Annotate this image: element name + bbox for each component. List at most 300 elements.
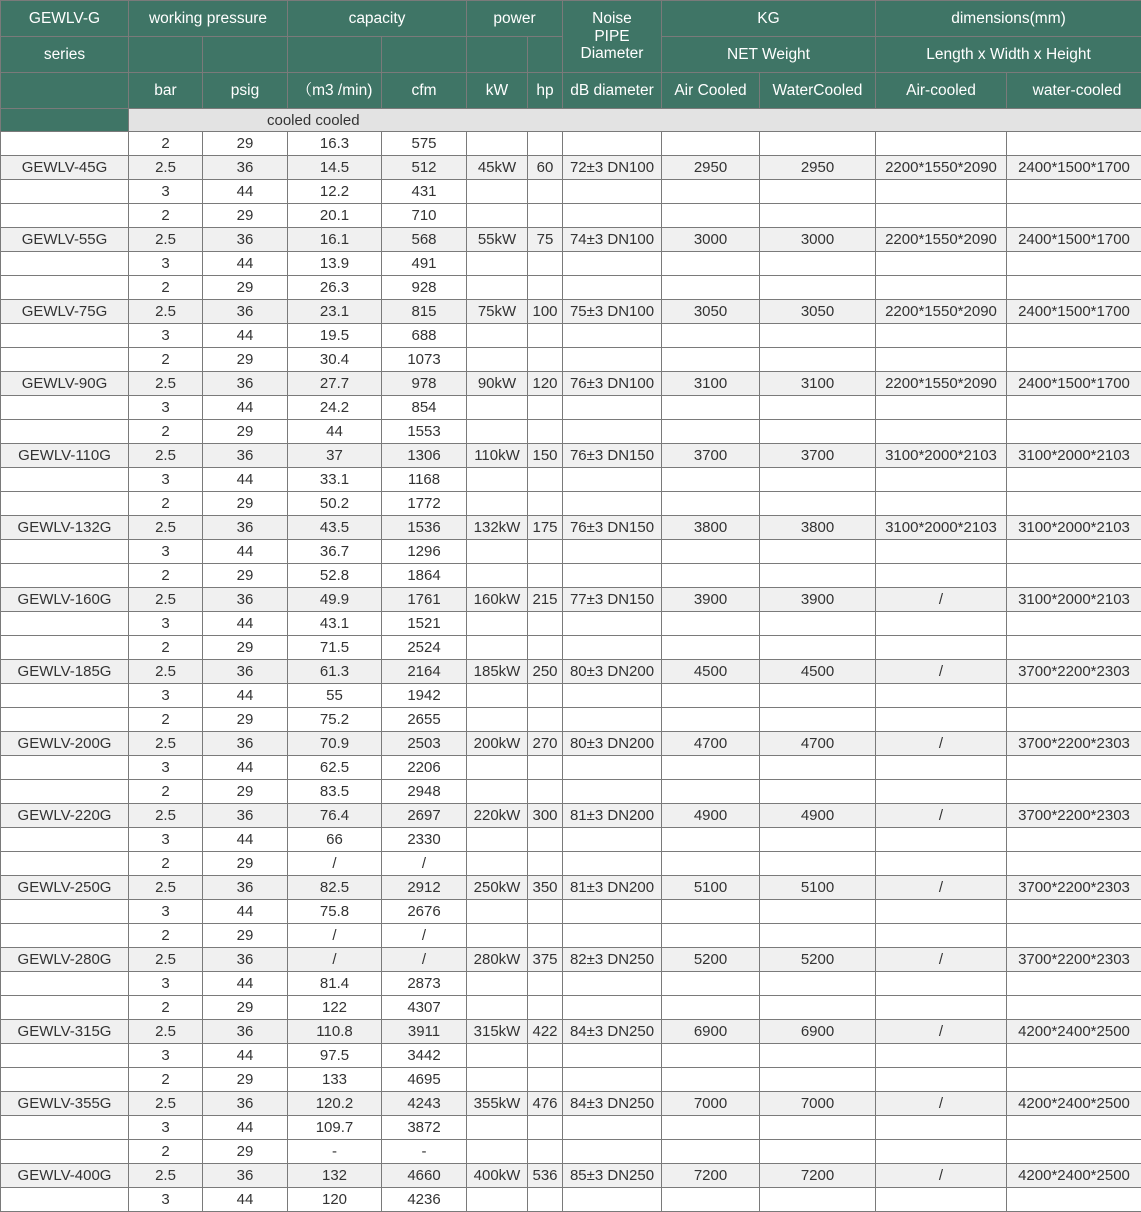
weight-water-cooled bbox=[760, 636, 876, 660]
capacity-cfm: 2873 bbox=[382, 972, 467, 996]
dimensions-water-cooled: 3100*2000*2103 bbox=[1007, 588, 1141, 612]
dimensions-water-cooled bbox=[1007, 1044, 1141, 1068]
weight-water-cooled: 6900 bbox=[760, 1020, 876, 1044]
power-hp: 536 bbox=[528, 1164, 563, 1188]
capacity-cfm: 512 bbox=[382, 156, 467, 180]
power-kw bbox=[467, 492, 528, 516]
pressure-bar: 2.5 bbox=[129, 876, 203, 900]
power-kw: 250kW bbox=[467, 876, 528, 900]
weight-water-cooled bbox=[760, 1044, 876, 1068]
dimensions-water-cooled: 3700*2200*2303 bbox=[1007, 804, 1141, 828]
capacity-cfm: 431 bbox=[382, 180, 467, 204]
unit-cfm: cfm bbox=[382, 73, 467, 109]
weight-air-cooled bbox=[662, 636, 760, 660]
noise-pipe-diameter: 76±3 DN150 bbox=[563, 444, 662, 468]
unit-db-diameter: dB diameter bbox=[563, 73, 662, 109]
noise-pipe-diameter bbox=[563, 828, 662, 852]
dimensions-air-cooled bbox=[876, 132, 1007, 156]
noise-pipe-diameter bbox=[563, 756, 662, 780]
weight-air-cooled: 4900 bbox=[662, 804, 760, 828]
power-kw bbox=[467, 612, 528, 636]
pressure-psig: 36 bbox=[203, 444, 288, 468]
weight-air-cooled bbox=[662, 180, 760, 204]
noise-pipe-diameter: 74±3 DN100 bbox=[563, 228, 662, 252]
table-row bbox=[1, 1092, 1141, 1116]
header-power: power bbox=[467, 1, 563, 37]
dimensions-water-cooled bbox=[1007, 756, 1141, 780]
power-kw bbox=[467, 900, 528, 924]
pressure-bar: 2 bbox=[129, 708, 203, 732]
capacity-m3min: / bbox=[288, 948, 382, 972]
table-row bbox=[1, 924, 1141, 948]
capacity-cfm: 1761 bbox=[382, 588, 467, 612]
capacity-cfm: 815 bbox=[382, 300, 467, 324]
pressure-psig: 29 bbox=[203, 1140, 288, 1164]
dimensions-water-cooled bbox=[1007, 828, 1141, 852]
table-row bbox=[1, 732, 1141, 756]
pressure-bar: 3 bbox=[129, 900, 203, 924]
capacity-m3min: 132 bbox=[288, 1164, 382, 1188]
model-name: GEWLV-90G bbox=[1, 372, 129, 396]
dimensions-air-cooled: / bbox=[876, 1164, 1007, 1188]
table-row bbox=[1, 252, 1141, 276]
capacity-m3min: 44 bbox=[288, 420, 382, 444]
capacity-cfm: 2524 bbox=[382, 636, 467, 660]
dimensions-air-cooled: 2200*1550*2090 bbox=[876, 372, 1007, 396]
model-name bbox=[1, 1116, 129, 1140]
table-row bbox=[1, 1188, 1141, 1212]
model-name: GEWLV-45G bbox=[1, 156, 129, 180]
capacity-cfm: 3911 bbox=[382, 1020, 467, 1044]
pressure-bar: 2.5 bbox=[129, 660, 203, 684]
dimensions-water-cooled bbox=[1007, 252, 1141, 276]
noise-pipe-diameter bbox=[563, 1116, 662, 1140]
capacity-m3min: 83.5 bbox=[288, 780, 382, 804]
capacity-m3min: 71.5 bbox=[288, 636, 382, 660]
power-hp bbox=[528, 540, 563, 564]
table-row bbox=[1, 492, 1141, 516]
noise-pipe-diameter bbox=[563, 324, 662, 348]
capacity-m3min: 14.5 bbox=[288, 156, 382, 180]
weight-air-cooled: 6900 bbox=[662, 1020, 760, 1044]
weight-water-cooled bbox=[760, 204, 876, 228]
dimensions-air-cooled bbox=[876, 252, 1007, 276]
capacity-m3min: 82.5 bbox=[288, 876, 382, 900]
power-hp bbox=[528, 828, 563, 852]
pressure-bar: 2.5 bbox=[129, 1164, 203, 1188]
capacity-cfm: 710 bbox=[382, 204, 467, 228]
capacity-m3min: 110.8 bbox=[288, 1020, 382, 1044]
dimensions-air-cooled: / bbox=[876, 876, 1007, 900]
weight-air-cooled: 2950 bbox=[662, 156, 760, 180]
weight-water-cooled bbox=[760, 348, 876, 372]
weight-air-cooled bbox=[662, 1068, 760, 1092]
weight-water-cooled bbox=[760, 420, 876, 444]
power-kw: 55kW bbox=[467, 228, 528, 252]
pressure-psig: 44 bbox=[203, 1044, 288, 1068]
model-name bbox=[1, 636, 129, 660]
capacity-cfm: 2948 bbox=[382, 780, 467, 804]
capacity-cfm: 2655 bbox=[382, 708, 467, 732]
weight-air-cooled: 5200 bbox=[662, 948, 760, 972]
weight-air-cooled bbox=[662, 1188, 760, 1212]
pressure-psig: 36 bbox=[203, 732, 288, 756]
pressure-bar: 2 bbox=[129, 276, 203, 300]
dimensions-air-cooled: / bbox=[876, 1020, 1007, 1044]
capacity-m3min: 24.2 bbox=[288, 396, 382, 420]
pressure-psig: 36 bbox=[203, 948, 288, 972]
capacity-cfm: 2912 bbox=[382, 876, 467, 900]
dimensions-air-cooled: 2200*1550*2090 bbox=[876, 300, 1007, 324]
pressure-bar: 2 bbox=[129, 348, 203, 372]
table-row bbox=[1, 660, 1141, 684]
power-hp bbox=[528, 180, 563, 204]
pressure-psig: 29 bbox=[203, 276, 288, 300]
weight-air-cooled bbox=[662, 996, 760, 1020]
weight-water-cooled: 7000 bbox=[760, 1092, 876, 1116]
weight-air-cooled bbox=[662, 612, 760, 636]
dimensions-air-cooled: 3100*2000*2103 bbox=[876, 444, 1007, 468]
model-name bbox=[1, 348, 129, 372]
noise-pipe-diameter bbox=[563, 1044, 662, 1068]
weight-air-cooled bbox=[662, 204, 760, 228]
weight-air-cooled bbox=[662, 132, 760, 156]
capacity-cfm: 575 bbox=[382, 132, 467, 156]
weight-water-cooled bbox=[760, 252, 876, 276]
dimensions-air-cooled bbox=[876, 708, 1007, 732]
noise-pipe-diameter: 80±3 DN200 bbox=[563, 732, 662, 756]
model-name bbox=[1, 252, 129, 276]
capacity-m3min: 27.7 bbox=[288, 372, 382, 396]
model-name: GEWLV-75G bbox=[1, 300, 129, 324]
power-kw bbox=[467, 180, 528, 204]
header-kg: KG bbox=[662, 1, 876, 37]
table-row bbox=[1, 132, 1141, 156]
capacity-cfm: 3442 bbox=[382, 1044, 467, 1068]
dimensions-water-cooled bbox=[1007, 708, 1141, 732]
dimensions-air-cooled: 3100*2000*2103 bbox=[876, 516, 1007, 540]
weight-air-cooled bbox=[662, 828, 760, 852]
weight-water-cooled: 3900 bbox=[760, 588, 876, 612]
power-kw: 75kW bbox=[467, 300, 528, 324]
pressure-psig: 29 bbox=[203, 420, 288, 444]
dimensions-water-cooled bbox=[1007, 972, 1141, 996]
dimensions-water-cooled: 3100*2000*2103 bbox=[1007, 516, 1141, 540]
model-name: GEWLV-250G bbox=[1, 876, 129, 900]
unit-psig: psig bbox=[203, 73, 288, 109]
dimensions-air-cooled: / bbox=[876, 804, 1007, 828]
pressure-psig: 29 bbox=[203, 996, 288, 1020]
model-name bbox=[1, 756, 129, 780]
dimensions-air-cooled bbox=[876, 348, 1007, 372]
dimensions-water-cooled bbox=[1007, 996, 1141, 1020]
capacity-m3min: 16.1 bbox=[288, 228, 382, 252]
power-hp bbox=[528, 684, 563, 708]
noise-pipe-diameter bbox=[563, 972, 662, 996]
dimensions-air-cooled: 2200*1550*2090 bbox=[876, 156, 1007, 180]
power-kw bbox=[467, 708, 528, 732]
weight-water-cooled bbox=[760, 492, 876, 516]
capacity-cfm: 2330 bbox=[382, 828, 467, 852]
dimensions-air-cooled bbox=[876, 1116, 1007, 1140]
table-row bbox=[1, 588, 1141, 612]
pressure-bar: 2.5 bbox=[129, 228, 203, 252]
capacity-m3min: 36.7 bbox=[288, 540, 382, 564]
weight-air-cooled bbox=[662, 396, 760, 420]
dimensions-water-cooled bbox=[1007, 1140, 1141, 1164]
power-kw bbox=[467, 756, 528, 780]
pressure-psig: 36 bbox=[203, 228, 288, 252]
dimensions-water-cooled: 3700*2200*2303 bbox=[1007, 948, 1141, 972]
noise-pipe-diameter bbox=[563, 180, 662, 204]
weight-air-cooled bbox=[662, 1044, 760, 1068]
capacity-m3min: 16.3 bbox=[288, 132, 382, 156]
dimensions-water-cooled bbox=[1007, 132, 1141, 156]
noise-pipe-diameter bbox=[563, 924, 662, 948]
header-lwh: Length x Width x Height bbox=[876, 37, 1141, 73]
power-hp: 215 bbox=[528, 588, 563, 612]
model-name bbox=[1, 420, 129, 444]
power-hp bbox=[528, 1116, 563, 1140]
model-name bbox=[1, 492, 129, 516]
model-name: GEWLV-55G bbox=[1, 228, 129, 252]
dimensions-air-cooled bbox=[876, 396, 1007, 420]
power-hp bbox=[528, 276, 563, 300]
table-row bbox=[1, 420, 1141, 444]
dimensions-air-cooled: / bbox=[876, 732, 1007, 756]
unit-water-cooled-dim: water-cooled bbox=[1007, 73, 1141, 109]
series-code: GEWLV-G bbox=[1, 1, 129, 37]
capacity-m3min: 120 bbox=[288, 1188, 382, 1212]
capacity-cfm: 2503 bbox=[382, 732, 467, 756]
weight-air-cooled bbox=[662, 348, 760, 372]
weight-air-cooled bbox=[662, 756, 760, 780]
table-row bbox=[1, 804, 1141, 828]
dimensions-air-cooled bbox=[876, 420, 1007, 444]
weight-air-cooled: 3100 bbox=[662, 372, 760, 396]
power-hp: 300 bbox=[528, 804, 563, 828]
table-row bbox=[1, 348, 1141, 372]
header-empty-cell bbox=[467, 37, 528, 73]
capacity-cfm: 568 bbox=[382, 228, 467, 252]
noise-pipe-diameter bbox=[563, 204, 662, 228]
dimensions-air-cooled bbox=[876, 684, 1007, 708]
pressure-psig: 44 bbox=[203, 1188, 288, 1212]
model-name bbox=[1, 1068, 129, 1092]
noise-pipe-diameter bbox=[563, 564, 662, 588]
power-hp: 422 bbox=[528, 1020, 563, 1044]
dimensions-air-cooled bbox=[876, 1068, 1007, 1092]
pressure-bar: 2 bbox=[129, 924, 203, 948]
power-hp bbox=[528, 972, 563, 996]
noise-pipe-diameter bbox=[563, 540, 662, 564]
dimensions-water-cooled: 2400*1500*1700 bbox=[1007, 372, 1141, 396]
noise-pipe-diameter bbox=[563, 780, 662, 804]
noise-pipe-diameter bbox=[563, 492, 662, 516]
model-name: GEWLV-400G bbox=[1, 1164, 129, 1188]
model-name: GEWLV-315G bbox=[1, 1020, 129, 1044]
capacity-m3min: 55 bbox=[288, 684, 382, 708]
weight-water-cooled bbox=[760, 324, 876, 348]
unit-air-cooled-dim: Air-cooled bbox=[876, 73, 1007, 109]
header-row-3 bbox=[1, 73, 1141, 109]
table-row bbox=[1, 540, 1141, 564]
dimensions-air-cooled bbox=[876, 540, 1007, 564]
pressure-psig: 36 bbox=[203, 156, 288, 180]
pressure-bar: 2 bbox=[129, 204, 203, 228]
power-hp bbox=[528, 708, 563, 732]
table-row bbox=[1, 564, 1141, 588]
weight-water-cooled: 5200 bbox=[760, 948, 876, 972]
model-name bbox=[1, 132, 129, 156]
power-kw: 132kW bbox=[467, 516, 528, 540]
header-empty-cell bbox=[382, 37, 467, 73]
pressure-bar: 2.5 bbox=[129, 804, 203, 828]
dimensions-air-cooled bbox=[876, 900, 1007, 924]
header-empty-cell bbox=[129, 37, 203, 73]
noise-pipe-diameter bbox=[563, 1068, 662, 1092]
power-hp bbox=[528, 420, 563, 444]
dimensions-air-cooled bbox=[876, 612, 1007, 636]
table-row bbox=[1, 636, 1141, 660]
dimensions-water-cooled bbox=[1007, 420, 1141, 444]
capacity-m3min: 76.4 bbox=[288, 804, 382, 828]
weight-water-cooled bbox=[760, 828, 876, 852]
weight-air-cooled: 7000 bbox=[662, 1092, 760, 1116]
weight-water-cooled: 3800 bbox=[760, 516, 876, 540]
capacity-m3min: 12.2 bbox=[288, 180, 382, 204]
power-kw bbox=[467, 852, 528, 876]
weight-water-cooled: 4900 bbox=[760, 804, 876, 828]
pressure-psig: 44 bbox=[203, 684, 288, 708]
power-hp bbox=[528, 1068, 563, 1092]
capacity-m3min: 49.9 bbox=[288, 588, 382, 612]
dimensions-air-cooled bbox=[876, 924, 1007, 948]
header-empty-cell bbox=[1, 109, 129, 132]
capacity-m3min: 120.2 bbox=[288, 1092, 382, 1116]
capacity-cfm: 491 bbox=[382, 252, 467, 276]
weight-water-cooled: 3700 bbox=[760, 444, 876, 468]
noise-pipe-diameter bbox=[563, 396, 662, 420]
power-hp: 100 bbox=[528, 300, 563, 324]
pressure-psig: 44 bbox=[203, 900, 288, 924]
power-hp bbox=[528, 324, 563, 348]
model-name bbox=[1, 564, 129, 588]
power-hp bbox=[528, 900, 563, 924]
capacity-m3min: 61.3 bbox=[288, 660, 382, 684]
table-row bbox=[1, 852, 1141, 876]
noise-pipe-diameter: 81±3 DN200 bbox=[563, 876, 662, 900]
power-kw: 355kW bbox=[467, 1092, 528, 1116]
table-row bbox=[1, 708, 1141, 732]
noise-pipe-diameter bbox=[563, 612, 662, 636]
capacity-cfm: / bbox=[382, 852, 467, 876]
dimensions-water-cooled bbox=[1007, 396, 1141, 420]
pressure-psig: 36 bbox=[203, 1020, 288, 1044]
table-row bbox=[1, 1044, 1141, 1068]
pressure-bar: 3 bbox=[129, 468, 203, 492]
table-row bbox=[1, 1164, 1141, 1188]
weight-water-cooled bbox=[760, 564, 876, 588]
model-name: GEWLV-185G bbox=[1, 660, 129, 684]
power-kw bbox=[467, 252, 528, 276]
dimensions-air-cooled: / bbox=[876, 660, 1007, 684]
power-kw bbox=[467, 420, 528, 444]
capacity-m3min: / bbox=[288, 924, 382, 948]
capacity-m3min: 13.9 bbox=[288, 252, 382, 276]
table-row bbox=[1, 1140, 1141, 1164]
weight-water-cooled bbox=[760, 996, 876, 1020]
weight-air-cooled: 5100 bbox=[662, 876, 760, 900]
header-empty-cell bbox=[1, 73, 129, 109]
dimensions-water-cooled: 4200*2400*2500 bbox=[1007, 1164, 1141, 1188]
pressure-bar: 2 bbox=[129, 1140, 203, 1164]
dimensions-water-cooled bbox=[1007, 1068, 1141, 1092]
weight-air-cooled bbox=[662, 1116, 760, 1140]
model-name: GEWLV-160G bbox=[1, 588, 129, 612]
dimensions-air-cooled bbox=[876, 1188, 1007, 1212]
noise-pipe-diameter bbox=[563, 684, 662, 708]
model-name: GEWLV-280G bbox=[1, 948, 129, 972]
dimensions-water-cooled: 2400*1500*1700 bbox=[1007, 300, 1141, 324]
model-name bbox=[1, 612, 129, 636]
power-kw: 110kW bbox=[467, 444, 528, 468]
noise-pipe-diameter: 84±3 DN250 bbox=[563, 1092, 662, 1116]
capacity-m3min: 43.1 bbox=[288, 612, 382, 636]
capacity-m3min: 62.5 bbox=[288, 756, 382, 780]
pressure-bar: 2 bbox=[129, 132, 203, 156]
power-kw: 400kW bbox=[467, 1164, 528, 1188]
pressure-psig: 29 bbox=[203, 636, 288, 660]
dimensions-air-cooled bbox=[876, 276, 1007, 300]
pressure-bar: 2 bbox=[129, 852, 203, 876]
dimensions-water-cooled bbox=[1007, 204, 1141, 228]
pressure-bar: 3 bbox=[129, 1188, 203, 1212]
noise-pipe-diameter bbox=[563, 252, 662, 276]
weight-air-cooled bbox=[662, 684, 760, 708]
pressure-bar: 2 bbox=[129, 636, 203, 660]
weight-water-cooled bbox=[760, 468, 876, 492]
model-name bbox=[1, 204, 129, 228]
weight-water-cooled bbox=[760, 1116, 876, 1140]
power-hp: 120 bbox=[528, 372, 563, 396]
dimensions-water-cooled bbox=[1007, 180, 1141, 204]
capacity-m3min: 19.5 bbox=[288, 324, 382, 348]
noise-pipe-diameter: 76±3 DN150 bbox=[563, 516, 662, 540]
dimensions-water-cooled bbox=[1007, 468, 1141, 492]
weight-air-cooled bbox=[662, 564, 760, 588]
model-name bbox=[1, 924, 129, 948]
pressure-bar: 3 bbox=[129, 180, 203, 204]
table-row bbox=[1, 516, 1141, 540]
capacity-cfm: 1536 bbox=[382, 516, 467, 540]
power-hp bbox=[528, 636, 563, 660]
dimensions-water-cooled: 3700*2200*2303 bbox=[1007, 660, 1141, 684]
capacity-cfm: 2697 bbox=[382, 804, 467, 828]
capacity-m3min: 30.4 bbox=[288, 348, 382, 372]
model-name bbox=[1, 684, 129, 708]
noise-pipe-diameter bbox=[563, 1188, 662, 1212]
dimensions-water-cooled bbox=[1007, 1188, 1141, 1212]
dimensions-water-cooled: 4200*2400*2500 bbox=[1007, 1092, 1141, 1116]
dimensions-water-cooled bbox=[1007, 900, 1141, 924]
pressure-psig: 44 bbox=[203, 756, 288, 780]
table-row bbox=[1, 1068, 1141, 1092]
weight-water-cooled bbox=[760, 180, 876, 204]
weight-air-cooled bbox=[662, 852, 760, 876]
weight-water-cooled: 3000 bbox=[760, 228, 876, 252]
unit-kw: kW bbox=[467, 73, 528, 109]
